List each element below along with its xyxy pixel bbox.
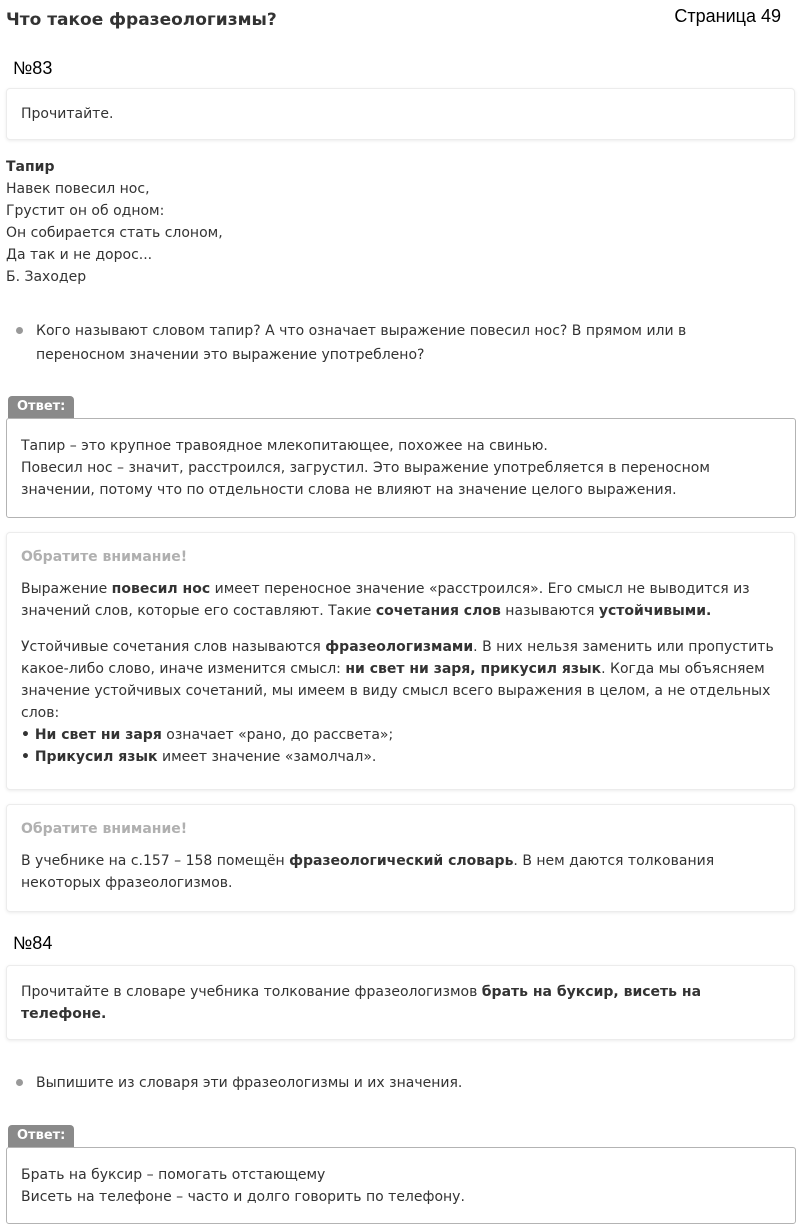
question-item (16, 319, 787, 367)
answer-line: значении, потому что по отдельности слова не влияют на значение целого выражения. (21, 482, 677, 498)
answer-line: Тапир – это крупное травоядное млекопитающее, похожее на свинью. (21, 438, 548, 454)
note-list-item: • Прикусил язык имеет значение «замолчал». (21, 749, 377, 765)
answer-line: Висеть на телефоне – часто и долго говорить по телефону. (21, 1189, 465, 1205)
instruction-text: Прочитайте в словаре учебника толкование фразеологизмов брать на буксир, висеть на телефоне. (21, 984, 702, 1022)
answer-label: Ответ: (8, 1125, 74, 1147)
note-card (6, 804, 795, 912)
answer-line: Брать на буксир – помогать отстающему (21, 1167, 326, 1183)
bullet-dot-icon (16, 327, 23, 334)
answer-line: Повесил нос – значит, расстроился, загрустил. Это выражение употребляется в переносном (21, 460, 710, 476)
poem-line: Навек повесил нос, (6, 181, 150, 197)
page-title: Что такое фразеологизмы? (6, 10, 277, 30)
question-item (16, 1071, 787, 1095)
poem (6, 156, 223, 288)
question-line: Выпишите из словаря эти фразеологизмы и их значения. (36, 1075, 463, 1091)
answer-box (6, 1147, 796, 1224)
poem-title: Тапир (6, 159, 55, 175)
instruction-text: Прочитайте. (21, 106, 114, 122)
exercise-number: №84 (13, 933, 53, 953)
question-line: переносном значении это выражение употреблено? (36, 347, 425, 363)
page-number: Страница 49 (674, 6, 781, 26)
note-paragraph: В учебнике на с.157 – 158 помещён фразеологический словарь. В нем даются толкования некоторых фразеологизмов. (21, 853, 715, 891)
note-heading: Обратите внимание! (21, 821, 188, 837)
poem-author: Б. Заходер (6, 269, 87, 285)
note-paragraph: Устойчивые сочетания слов называются фразеологизмами. В них нельзя заменить или пропустить какое-либо слово, иначе изменится смысл: ни свет ни заря, прикусил язык. Когда мы объясняем значение устойчивых сочетаний, мы имеем в виду смысл всего выражения в целом, а не отдельных слов: (21, 639, 774, 721)
instruction-card (6, 965, 795, 1040)
note-list-item: • Ни свет ни заря означает «рано, до рассвета»; (21, 727, 394, 743)
note-card (6, 532, 795, 790)
answer-box (6, 418, 796, 518)
answer-label: Ответ: (8, 396, 74, 418)
exercise-number: №83 (13, 58, 53, 78)
question-line: Кого называют словом тапир? А что означает выражение повесил нос? В прямом или в (36, 323, 687, 339)
note-heading: Обратите внимание! (21, 549, 188, 565)
instruction-card (6, 88, 795, 140)
bullet-dot-icon (16, 1079, 23, 1086)
poem-line: Да так и не дорос... (6, 247, 153, 263)
poem-line: Грустит он об одном: (6, 203, 165, 219)
note-paragraph: Выражение повесил нос имеет переносное значение «расстроился». Его смысл не выводится из значений слов, которые его составляют. Такие сочетания слов называются устойчивыми. (21, 581, 750, 619)
poem-line: Он собирается стать слоном, (6, 225, 223, 241)
